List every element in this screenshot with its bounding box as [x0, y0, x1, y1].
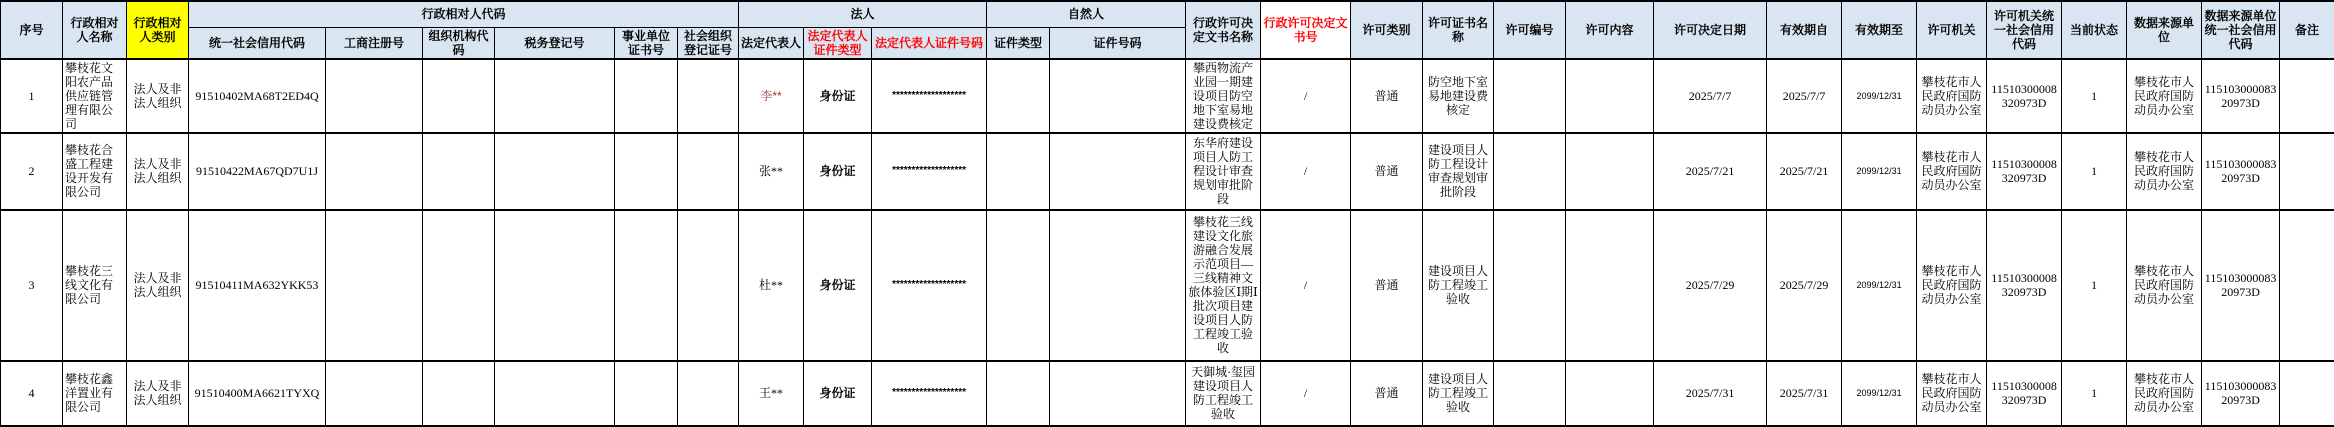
cell-4-license-content[interactable]: [1566, 361, 1654, 426]
header-party-type[interactable]: 行政相对人类别: [127, 1, 189, 59]
header-natural-person-group[interactable]: 自然人: [987, 1, 1186, 27]
header-valid-to[interactable]: 有效期至: [1842, 1, 1917, 59]
cell-4-source-unit-uscc[interactable]: 11510300008320973D: [2202, 361, 2280, 426]
cell-2-uscc[interactable]: 91510422MA67QD7U1J: [189, 133, 326, 210]
cell-3-decision-doc-no[interactable]: /: [1261, 210, 1351, 361]
cell-1-source-unit-uscc[interactable]: 11510300008320973D: [2202, 59, 2280, 133]
cell-4-legal-rep-id-no[interactable]: *******************: [872, 361, 987, 426]
header-decision-doc-no[interactable]: 行政许可决定文书号: [1261, 1, 1351, 59]
cell-2-institution-cert-no[interactable]: [615, 133, 678, 210]
cell-3-legal-rep-id-no[interactable]: *******************: [872, 210, 987, 361]
cell-4-legal-rep-id-type[interactable]: 身份证: [804, 361, 872, 426]
cell-1-natural-id-no[interactable]: [1050, 59, 1186, 133]
cell-3-party-name[interactable]: 攀枝花三线文化有限公司: [63, 210, 127, 361]
cell-4-seq[interactable]: 4: [1, 361, 63, 426]
cell-2-decision-doc-name[interactable]: 东华府建设项目人防工程设计审查规划审批阶段: [1186, 133, 1261, 210]
license-table-header: [1, 1, 2334, 59]
cell-3-valid-from[interactable]: 2025/7/29: [1767, 210, 1842, 361]
cell-1-business-reg-no[interactable]: [326, 59, 423, 133]
header-tax-reg-no[interactable]: 税务登记号: [495, 27, 615, 59]
cell-3-source-unit[interactable]: 攀枝花市人民政府国防动员办公室: [2127, 210, 2202, 361]
header-authority[interactable]: 许可机关: [1917, 1, 1987, 59]
cell-3-license-no[interactable]: [1494, 210, 1566, 361]
cell-4-source-unit[interactable]: 攀枝花市人民政府国防动员办公室: [2127, 361, 2202, 426]
cell-1-remarks[interactable]: [2280, 59, 2334, 133]
cell-3-decision-doc-name[interactable]: 攀枝花三线建设文化旅游融合发展示范项目—三线精神文旅体验区Ⅰ期Ⅰ批次项目建设项目人防工程竣工验收: [1186, 210, 1261, 361]
cell-2-authority-uscc[interactable]: 11510300008320973D: [1987, 133, 2062, 210]
cell-2-decision-date[interactable]: 2025/7/21: [1654, 133, 1767, 210]
cell-2-legal-rep-id-type[interactable]: 身份证: [804, 133, 872, 210]
cell-1-valid-to[interactable]: 2099/12/31: [1842, 59, 1917, 133]
header-legal-person-group[interactable]: 法人: [739, 1, 987, 27]
cell-1-legal-rep-id-type[interactable]: 身份证: [804, 59, 872, 133]
cell-2-license-cert-name[interactable]: 建设项目人防工程设计审查规划审批阶段: [1423, 133, 1494, 210]
cell-2-source-unit-uscc[interactable]: 11510300008320973D: [2202, 133, 2280, 210]
cell-2-party-name[interactable]: 攀枝花合盛工程建设开发有限公司: [63, 133, 127, 210]
cell-4-tax-reg-no[interactable]: [495, 361, 615, 426]
cell-3-status[interactable]: 1: [2062, 210, 2127, 361]
cell-2-party-type[interactable]: 法人及非法人组织: [127, 133, 189, 210]
table-row: [1, 133, 2334, 210]
cell-1-natural-id-type[interactable]: [987, 59, 1050, 133]
header-legal-rep-id-no[interactable]: 法定代表人证件号码: [872, 27, 987, 59]
header-valid-from[interactable]: 有效期自: [1767, 1, 1842, 59]
cell-4-decision-doc-no[interactable]: /: [1261, 361, 1351, 426]
cell-1-seq[interactable]: 1: [1, 59, 63, 133]
cell-3-party-type[interactable]: 法人及非法人组织: [127, 210, 189, 361]
cell-3-legal-rep-id-type[interactable]: 身份证: [804, 210, 872, 361]
cell-2-business-reg-no[interactable]: [326, 133, 423, 210]
table-row: [1, 59, 2334, 133]
cell-3-authority[interactable]: 攀枝花市人民政府国防动员办公室: [1917, 210, 1987, 361]
cell-2-decision-doc-no[interactable]: /: [1261, 133, 1351, 210]
cell-1-status[interactable]: 1: [2062, 59, 2127, 133]
header-institution-cert-no[interactable]: 事业单位证书号: [615, 27, 678, 59]
cell-2-valid-from[interactable]: 2025/7/21: [1767, 133, 1842, 210]
cell-1-org-code[interactable]: [423, 59, 495, 133]
cell-3-license-cert-name[interactable]: 建设项目人防工程竣工验收: [1423, 210, 1494, 361]
header-social-org-reg-no[interactable]: 社会组织登记证号: [678, 27, 739, 59]
cell-4-valid-to[interactable]: 2099/12/31: [1842, 361, 1917, 426]
header-legal-rep-id-type[interactable]: 法定代表人证件类型: [804, 27, 872, 59]
cell-2-tax-reg-no[interactable]: [495, 133, 615, 210]
cell-1-decision-doc-no[interactable]: /: [1261, 59, 1351, 133]
table-row: [1, 361, 2334, 426]
cell-3-uscc[interactable]: 91510411MA632YKK53: [189, 210, 326, 361]
cell-3-license-content[interactable]: [1566, 210, 1654, 361]
cell-2-valid-to[interactable]: 2099/12/31: [1842, 133, 1917, 210]
cell-3-business-reg-no[interactable]: [326, 210, 423, 361]
cell-3-valid-to[interactable]: 2099/12/31: [1842, 210, 1917, 361]
cell-4-natural-id-type[interactable]: [987, 361, 1050, 426]
cell-4-status[interactable]: 1: [2062, 361, 2127, 426]
cell-1-decision-date[interactable]: 2025/7/7: [1654, 59, 1767, 133]
cell-1-legal-rep-id-no[interactable]: *******************: [872, 59, 987, 133]
cell-2-social-org-reg-no[interactable]: [678, 133, 739, 210]
cell-4-org-code[interactable]: [423, 361, 495, 426]
cell-2-source-unit[interactable]: 攀枝花市人民政府国防动员办公室: [2127, 133, 2202, 210]
header-source-unit[interactable]: 数据来源单位: [2127, 1, 2202, 59]
cell-1-valid-from[interactable]: 2025/7/7: [1767, 59, 1842, 133]
cell-1-uscc[interactable]: 91510402MA68T2ED4Q: [189, 59, 326, 133]
cell-1-license-cert-name[interactable]: 防空地下室易地建设费核定: [1423, 59, 1494, 133]
cell-1-legal-rep[interactable]: 李**: [739, 59, 804, 133]
cell-3-natural-id-type[interactable]: [987, 210, 1050, 361]
cell-4-social-org-reg-no[interactable]: [678, 361, 739, 426]
cell-3-legal-rep[interactable]: 杜**: [739, 210, 804, 361]
cell-1-tax-reg-no[interactable]: [495, 59, 615, 133]
header-uscc[interactable]: 统一社会信用代码: [189, 27, 326, 59]
cell-1-party-type[interactable]: 法人及非法人组织: [127, 59, 189, 133]
cell-4-decision-doc-name[interactable]: 天御城·玺园建设项目人防工程竣工验收: [1186, 361, 1261, 426]
cell-4-party-name[interactable]: 攀枝花鑫洋置业有限公司: [63, 361, 127, 426]
cell-3-remarks[interactable]: [2280, 210, 2334, 361]
cell-4-authority[interactable]: 攀枝花市人民政府国防动员办公室: [1917, 361, 1987, 426]
cell-3-natural-id-no[interactable]: [1050, 210, 1186, 361]
header-source-unit-uscc[interactable]: 数据来源单位统一社会信用代码: [2202, 1, 2280, 59]
cell-4-institution-cert-no[interactable]: [615, 361, 678, 426]
cell-4-remarks[interactable]: [2280, 361, 2334, 426]
header-license-type[interactable]: 许可类别: [1351, 1, 1423, 59]
cell-3-license-type[interactable]: 普通: [1351, 210, 1423, 361]
cell-4-decision-date[interactable]: 2025/7/31: [1654, 361, 1767, 426]
cell-4-legal-rep[interactable]: 王**: [739, 361, 804, 426]
cell-1-institution-cert-no[interactable]: [615, 59, 678, 133]
cell-2-natural-id-type[interactable]: [987, 133, 1050, 210]
header-authority-uscc[interactable]: 许可机关统一社会信用代码: [1987, 1, 2062, 59]
cell-2-status[interactable]: 1: [2062, 133, 2127, 210]
cell-4-license-cert-name[interactable]: 建设项目人防工程竣工验收: [1423, 361, 1494, 426]
cell-2-license-content[interactable]: [1566, 133, 1654, 210]
header-party-code-group[interactable]: 行政相对人代码: [189, 1, 739, 27]
cell-2-license-type[interactable]: 普通: [1351, 133, 1423, 210]
header-business-reg-no[interactable]: 工商注册号: [326, 27, 423, 59]
cell-2-license-no[interactable]: [1494, 133, 1566, 210]
cell-3-institution-cert-no[interactable]: [615, 210, 678, 361]
cell-1-license-no[interactable]: [1494, 59, 1566, 133]
cell-2-authority[interactable]: 攀枝花市人民政府国防动员办公室: [1917, 133, 1987, 210]
header-natural-id-no[interactable]: 证件号码: [1050, 27, 1186, 59]
cell-4-party-type[interactable]: 法人及非法人组织: [127, 361, 189, 426]
license-table-body: [1, 59, 2334, 426]
cell-3-seq[interactable]: 3: [1, 210, 63, 361]
cell-2-org-code[interactable]: [423, 133, 495, 210]
table-row: [1, 210, 2334, 361]
cell-1-decision-doc-name[interactable]: 攀西物流产业园一期建设项目防空地下室易地建设费核定: [1186, 59, 1261, 133]
header-status[interactable]: 当前状态: [2062, 1, 2127, 59]
cell-3-source-unit-uscc[interactable]: 11510300008320973D: [2202, 210, 2280, 361]
cell-4-authority-uscc[interactable]: 11510300008320973D: [1987, 361, 2062, 426]
cell-1-source-unit[interactable]: 攀枝花市人民政府国防动员办公室: [2127, 59, 2202, 133]
header-remarks[interactable]: 备注: [2280, 1, 2334, 59]
cell-4-license-type[interactable]: 普通: [1351, 361, 1423, 426]
header-license-cert-name[interactable]: 许可证书名称: [1423, 1, 1494, 59]
header-org-code[interactable]: 组织机构代码: [423, 27, 495, 59]
cell-1-license-type[interactable]: 普通: [1351, 59, 1423, 133]
cell-1-social-org-reg-no[interactable]: [678, 59, 739, 133]
cell-2-seq[interactable]: 2: [1, 133, 63, 210]
header-party-name[interactable]: 行政相对人名称: [63, 1, 127, 59]
cell-2-legal-rep[interactable]: 张**: [739, 133, 804, 210]
header-license-no[interactable]: 许可编号: [1494, 1, 1566, 59]
header-decision-doc-name[interactable]: 行政许可决定文书名称: [1186, 1, 1261, 59]
header-license-content[interactable]: 许可内容: [1566, 1, 1654, 59]
cell-4-uscc[interactable]: 91510400MA6621TYXQ: [189, 361, 326, 426]
cell-2-natural-id-no[interactable]: [1050, 133, 1186, 210]
cell-3-decision-date[interactable]: 2025/7/29: [1654, 210, 1767, 361]
cell-2-remarks[interactable]: [2280, 133, 2334, 210]
cell-2-legal-rep-id-no[interactable]: *******************: [872, 133, 987, 210]
header-legal-rep[interactable]: 法定代表人: [739, 27, 804, 59]
cell-3-social-org-reg-no[interactable]: [678, 210, 739, 361]
header-seq[interactable]: 序号: [1, 1, 63, 59]
cell-3-tax-reg-no[interactable]: [495, 210, 615, 361]
cell-4-valid-from[interactable]: 2025/7/31: [1767, 361, 1842, 426]
cell-3-org-code[interactable]: [423, 210, 495, 361]
cell-1-authority-uscc[interactable]: 11510300008320973D: [1987, 59, 2062, 133]
cell-4-natural-id-no[interactable]: [1050, 361, 1186, 426]
cell-1-authority[interactable]: 攀枝花市人民政府国防动员办公室: [1917, 59, 1987, 133]
cell-3-authority-uscc[interactable]: 11510300008320973D: [1987, 210, 2062, 361]
cell-1-license-content[interactable]: [1566, 59, 1654, 133]
header-decision-date[interactable]: 许可决定日期: [1654, 1, 1767, 59]
cell-1-party-name[interactable]: 攀枝花文阳农产品供应链管理有限公司: [63, 59, 127, 133]
cell-4-business-reg-no[interactable]: [326, 361, 423, 426]
cell-4-license-no[interactable]: [1494, 361, 1566, 426]
header-natural-id-type[interactable]: 证件类型: [987, 27, 1050, 59]
